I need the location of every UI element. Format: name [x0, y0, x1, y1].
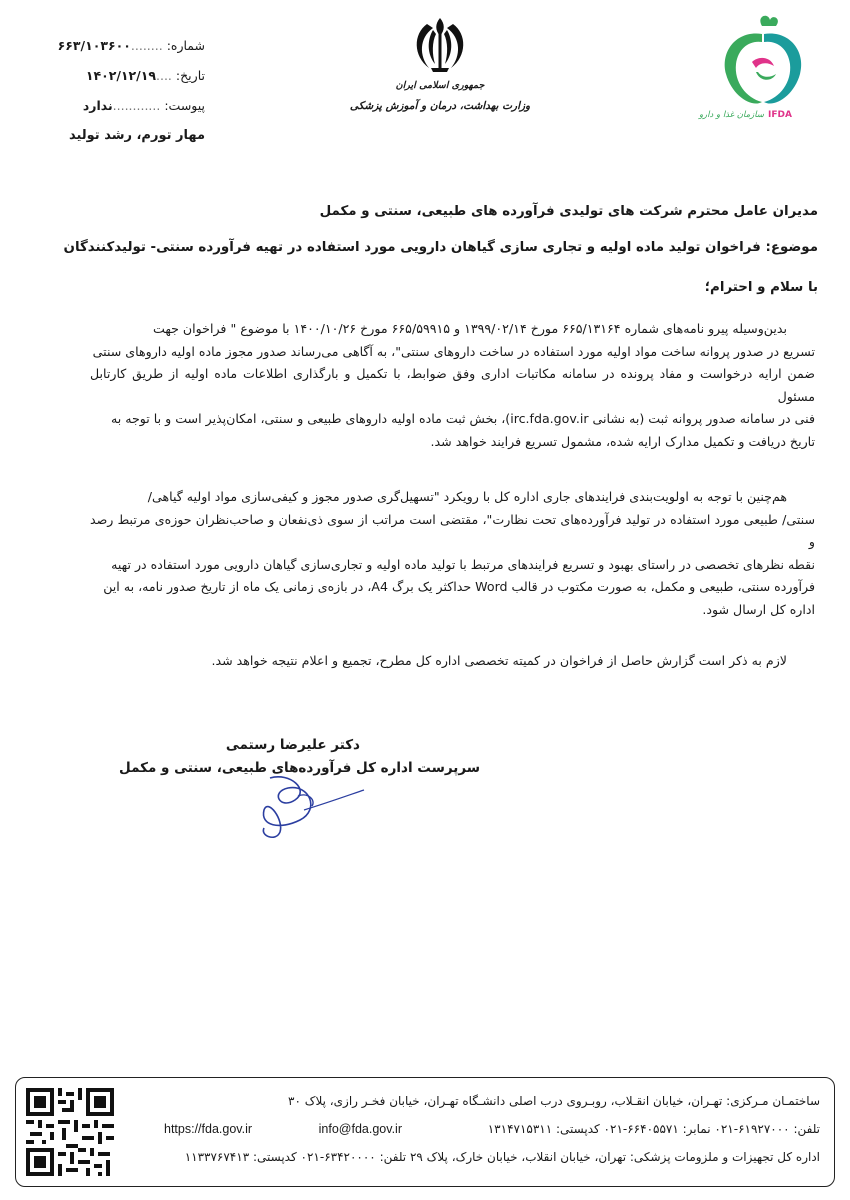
paragraph-line: فنی در سامانه صدور پروانه ثبت (به نشانی irc.fda.gov.ir)، بخش ثبت ماده اولیه داروهای طبیعی و سنتی، امکان‌پذیر است و با توجه به — [110, 411, 815, 427]
attachment-value: ندارد — [82, 98, 113, 113]
paragraph-line: اداره کل ارسال شود. — [702, 601, 815, 617]
paragraph-line: نقطه نظرهای تخصصی در راستای بهبود و تسریع فرایندهای مرتبط با تولید ماده اولیه و تجاری‌سازی گیاهان دارویی مورد استفاده در تهیه — [111, 556, 815, 572]
footer-website[interactable]: https://fda.gov.ir — [164, 1122, 253, 1136]
date-value: ۱۴۰۲/۱۲/۱۹ — [85, 68, 157, 83]
paragraph-line: سنتی/ طبیعی مورد استفاده در تولید فرآورده‌های تحت نظارت"، مقتضی است مراتب از سوی ذی‌نفعان و صاحب‌نظران حوزه‌ی مرتبط رصد و — [90, 511, 815, 550]
qr-code-icon — [26, 1088, 114, 1176]
letter-date: تاریخ: ....۱۴۰۲/۱۲/۱۹ — [85, 68, 205, 83]
republic-text: جمهوری اسلامی ایران — [395, 80, 485, 91]
attachment-label: پیوست: — [164, 98, 205, 113]
paragraph-line: تاریخ دریافت و تکمیل مدارک ارایه شده، مشمول تسریع فرایند خواهد شد. — [430, 433, 815, 449]
footer-email[interactable]: info@fda.gov.ir — [318, 1122, 402, 1136]
number-value: ۶۶۳/۱۰۳۶۰۰ — [57, 38, 131, 53]
footer-address: ساختمـان مـرکزی: تهـران، خیابان انقـلاب، روبـروی درب اصلی دانشـگاه تهـران، خیابان فخـر رازی، پلاک ۳۰ — [288, 1094, 820, 1108]
ministry-text: وزارت بهداشت، درمان و آموزش پزشکی — [349, 100, 531, 112]
greeting: با سلام و احترام؛ — [704, 280, 818, 295]
paragraph-line: ضمن ارایه درخواست و مفاد پرونده در سامانه مکاتبات اداری وفق ضوابط، با تکمیل و بارگذاری اطلاعات ماده اولیه از طریق کارتابل مسئول — [90, 366, 815, 404]
ifda-logo-icon — [712, 12, 812, 112]
ifda-name-fa: سازمان غذا و دارو — [698, 110, 764, 120]
footer-equipment-office: اداره کل تجهیزات و ملزومات پزشکی: تهران، خیابان انقلاب، خیابان خارک، پلاک ۲۹ تلفن: ۶۳۴۲۰۰۰۰-۰۲۱ کدپستی: ۱۱۳۳۷۶۷۴۱۳ — [184, 1150, 820, 1164]
emblem-icon — [405, 14, 475, 74]
paragraph-3: لازم به ذکر است گزارش حاصل از فراخوان در کمیته تخصصی اداره کل مطرح، تجمیع و اعلام نتیجه خواهد شد. — [211, 653, 787, 668]
letter-footer — [15, 1077, 835, 1187]
paragraph-1 — [90, 318, 815, 454]
subject: موضوع: فراخوان تولید ماده اولیه و تجاری سازی گیاهان دارویی مورد استفاده در تهیه فرآورده سنتی- تولیدکنندگان — [63, 240, 818, 255]
signer-title: سرپرست اداره کل فرآورده‌های طبیعی، سنتی و مکمل — [119, 760, 480, 776]
ifda-logo — [698, 12, 812, 132]
paragraph-line: بدین‌وسیله پیرو نامه‌های شماره ۶۶۵/۱۳۱۶۴ مورخ ۱۳۹۹/۰۲/۱۴ و ۶۶۵/۵۹۹۱۵ مورخ ۱۴۰۰/۱۰/۲۶ با موضوع " فراخوان جهت — [152, 321, 787, 336]
paragraph-2 — [90, 486, 815, 622]
footer-contact: تلفن: ۶۱۹۲۷۰۰۰-۰۲۱ نمابر: ۶۶۴۰۵۵۷۱-۰۲۱ کدپستی: ۱۳۱۴۷۱۵۳۱۱ — [487, 1122, 820, 1136]
paragraph-line: هم‌چنین با توجه به اولویت‌بندی فرایندهای جاری اداره کل با رویکرد "تسهیل‌گری صدور مجوز و کیفی‌سازی مواد اولیه گیاهی/ — [147, 489, 787, 504]
signer-name: دکتر علیرضا رستمی — [225, 737, 360, 753]
ifda-abbr: IFDA — [768, 110, 792, 120]
letter-number: شماره: ........۶۶۳/۱۰۳۶۰۰ — [57, 38, 205, 53]
date-label: تاریخ: — [175, 68, 205, 83]
paragraph-line: فرآورده سنتی، طبیعی و مکمل، به صورت مکتوب در قالب Word حداکثر یک برگ A4، در بازه‌ی زمانی یک ماه از تاریخ صدور نامه، به این — [103, 579, 815, 595]
recipient: مدیران عامل محترم شرکت های تولیدی فرآورده های طبیعی، سنتی و مکمل — [319, 204, 818, 219]
letter-attachment: پیوست: ............ندارد — [82, 98, 205, 113]
number-label: شماره: — [166, 38, 205, 53]
stamp-text: مهار تورم، رشد تولید — [68, 128, 205, 143]
paragraph-line: تسریع در صدور پروانه ساخت مواد اولیه مورد استفاده در ساخت داروهای سنتی"، به آگاهی می‌رساند صدور مجوز ماده اولیه داروهای سنتی — [92, 343, 815, 359]
handwritten-signature — [240, 770, 370, 850]
